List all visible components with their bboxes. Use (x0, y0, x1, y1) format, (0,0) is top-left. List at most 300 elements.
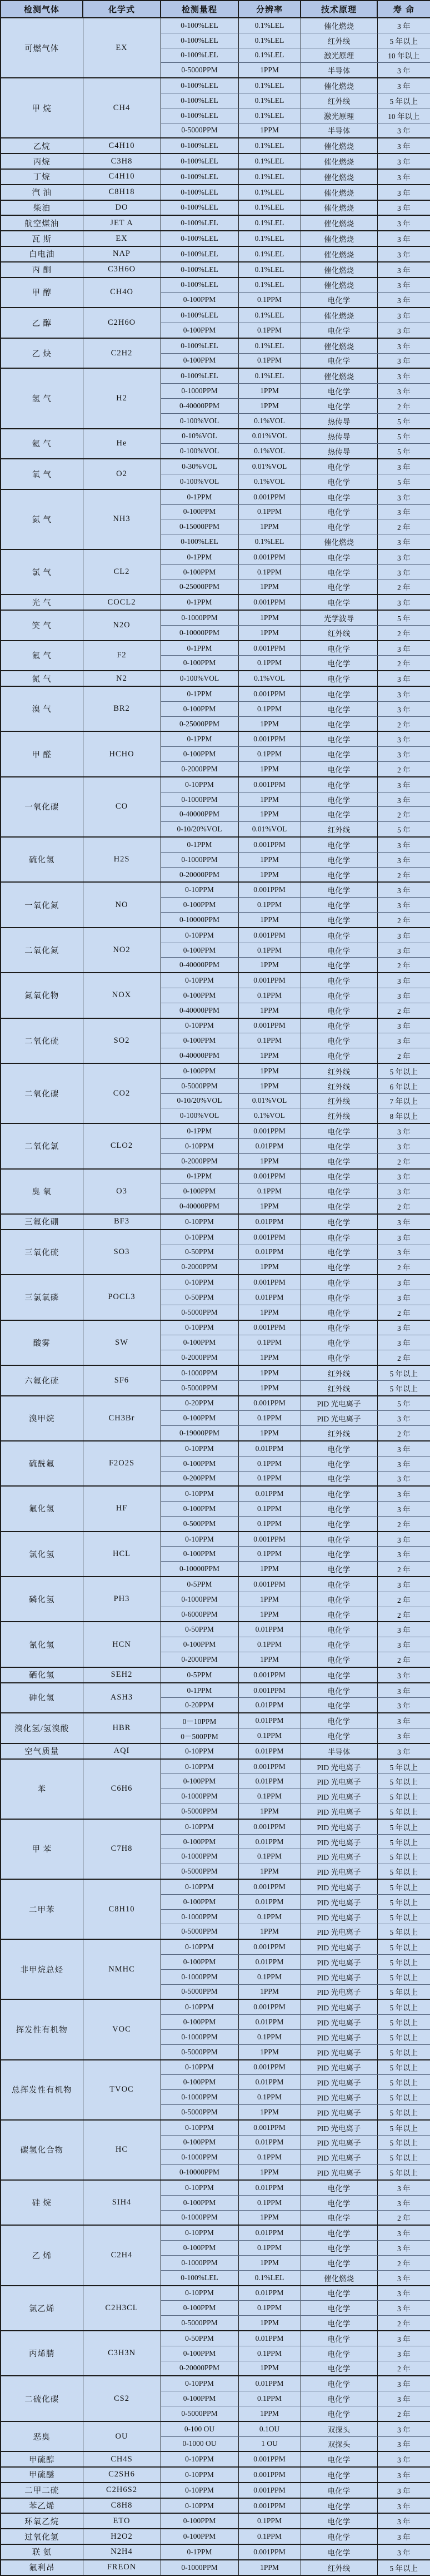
range-cell: 0-10000PPM (161, 913, 238, 928)
lifespan-cell: 3 年 (377, 534, 430, 549)
lifespan-cell: 3 年 (377, 63, 430, 78)
lifespan-cell: 3 年 (377, 943, 430, 958)
resolution-cell: 0.01PPM (238, 2075, 301, 2090)
principle-cell: 催化燃烧 (301, 278, 377, 293)
principle-cell: 催化燃烧 (301, 153, 377, 169)
range-cell: 0-1PPM (161, 595, 238, 610)
lifespan-cell: 3 年 (377, 2195, 430, 2210)
formula-cell: SF6 (83, 1365, 161, 1396)
principle-cell: 电化学 (301, 1123, 377, 1138)
range-cell: 0-40000PPM (161, 807, 238, 822)
resolution-cell: 0.001PPM (238, 1123, 301, 1138)
range-cell: 0-5PPM (161, 1577, 238, 1592)
column-header-3: 分辨率 (238, 1, 301, 18)
gas-name-cell: 一氧化碳 (1, 777, 83, 837)
resolution-cell: 0.1%VOL (238, 671, 301, 686)
range-cell: 0-100%LEL (161, 534, 238, 549)
lifespan-cell: 2 年 (377, 1562, 430, 1577)
range-cell: 0-100%LEL (161, 138, 238, 153)
lifespan-cell: 3 年 (377, 2436, 430, 2451)
resolution-cell: 0.01PPM (238, 1698, 301, 1713)
gas-name-cell: 非甲烷总烃 (1, 1939, 83, 1999)
lifespan-cell: 3 年 (377, 368, 430, 383)
principle-cell: 催化燃烧 (301, 231, 377, 246)
principle-cell: PID 光电离子 (301, 1984, 377, 1999)
table-row (1, 262, 430, 278)
resolution-cell: 0.001PPM (238, 973, 301, 988)
principle-cell: 电化学 (301, 913, 377, 928)
range-cell: 0-10PPM (161, 2120, 238, 2135)
lifespan-cell: 5 年以上 (377, 1819, 430, 1834)
lifespan-cell: 3 年 (377, 1532, 430, 1547)
principle-cell: 电化学 (301, 1320, 377, 1335)
principle-cell: 电化学 (301, 1245, 377, 1260)
lifespan-cell: 2 年 (377, 1048, 430, 1063)
lifespan-cell: 3 年 (377, 837, 430, 852)
resolution-cell: 0.1%LEL (238, 534, 301, 549)
range-cell: 0-10/20%VOL (161, 822, 238, 837)
principle-cell: 电化学 (301, 1562, 377, 1577)
gas-name-cell: 环氧乙烷 (1, 2513, 83, 2529)
lifespan-cell: 3 年 (377, 2270, 430, 2285)
principle-cell: 红外线 (301, 1380, 377, 1395)
lifespan-cell: 3 年 (377, 1184, 430, 1199)
resolution-cell: 0.001PPM (238, 1577, 301, 1592)
gas-name-cell: 丙烷 (1, 153, 83, 169)
lifespan-cell: 5 年以上 (377, 1955, 430, 1970)
range-cell: 0-10000PPM (161, 1562, 238, 1577)
resolution-cell: 0.1PPM (238, 1909, 301, 1924)
principle-cell: 热传导 (301, 413, 377, 428)
lifespan-cell: 3 年 (377, 1728, 430, 1743)
lifespan-cell: 3 年 (377, 353, 430, 368)
resolution-cell: 0.01PPM (238, 2135, 301, 2150)
resolution-cell: 0.01PPM (238, 2225, 301, 2240)
resolution-cell: 0.001PPM (238, 2467, 301, 2483)
principle-cell: 电化学 (301, 1305, 377, 1320)
lifespan-cell: 5 年以上 (377, 1984, 430, 1999)
range-cell: 0-1000PPM (161, 792, 238, 807)
formula-cell: FREON (83, 2560, 161, 2575)
lifespan-cell: 3 年 (377, 1471, 430, 1486)
range-cell: 0-2000PPM (161, 1652, 238, 1667)
gas-name-cell: 砷化氢 (1, 1683, 83, 1713)
range-cell: 0-10PPM (161, 1532, 238, 1547)
lifespan-cell: 3 年 (377, 2376, 430, 2391)
range-cell: 0-100 OU (161, 2421, 238, 2436)
lifespan-cell: 3 年 (377, 898, 430, 913)
lifespan-cell: 5 年以上 (377, 2029, 430, 2044)
principle-cell: 电化学 (301, 2180, 377, 2195)
resolution-cell: 1PPM (238, 384, 301, 399)
principle-cell: 电化学 (301, 867, 377, 882)
resolution-cell: 0.01PPM (238, 2015, 301, 2030)
resolution-cell: 1PPM (238, 1592, 301, 1607)
table-header (1, 1, 430, 18)
gas-name-cell: 恶臭 (1, 2421, 83, 2452)
resolution-cell: 1PPM (238, 610, 301, 625)
lifespan-cell: 3 年 (377, 1698, 430, 1713)
lifespan-cell: 5 年 (377, 1396, 430, 1411)
resolution-cell: 0.1PPM (238, 504, 301, 519)
principle-cell: 电化学 (301, 1138, 377, 1153)
range-cell: 0-5000PPM (161, 1380, 238, 1395)
range-cell: 0-1PPM (161, 489, 238, 504)
gas-name-cell: 笑 气 (1, 610, 83, 641)
table-row (1, 1365, 430, 1380)
resolution-cell: 1PPM (238, 1260, 301, 1275)
gas-name-cell: 甲 烷 (1, 78, 83, 138)
table-row (1, 200, 430, 216)
resolution-cell: 0.001PPM (238, 1683, 301, 1698)
lifespan-cell: 5 年以上 (377, 2135, 430, 2150)
principle-cell: 热传导 (301, 429, 377, 444)
lifespan-cell: 5 年以上 (377, 1365, 430, 1380)
formula-cell: CLO2 (83, 1123, 161, 1168)
gas-name-cell: 联 氨 (1, 2544, 83, 2560)
range-cell: 0-1000 OU (161, 2436, 238, 2451)
resolution-cell: 0.001PPM (238, 1230, 301, 1245)
table-row (1, 2331, 430, 2346)
table-row (1, 138, 430, 153)
range-cell: 0-50PPM (161, 1622, 238, 1637)
gas-name-cell: 氦 气 (1, 429, 83, 459)
range-cell: 0-5000PPM (161, 1984, 238, 1999)
lifespan-cell: 3 年 (377, 185, 430, 200)
range-cell: 0-1000PPM (161, 384, 238, 399)
table-row (1, 973, 430, 988)
lifespan-cell: 10 年以上 (377, 108, 430, 123)
table-row (1, 686, 430, 701)
lifespan-cell: 3 年 (377, 1441, 430, 1456)
lifespan-cell: 7 年以上 (377, 1093, 430, 1108)
lifespan-cell: 3 年 (377, 1411, 430, 1426)
principle-cell: PID 光电离子 (301, 1894, 377, 1909)
lifespan-cell: 2 年 (377, 2316, 430, 2331)
lifespan-cell: 3 年 (377, 792, 430, 807)
principle-cell: 电化学 (301, 353, 377, 368)
principle-cell: PID 光电离子 (301, 1819, 377, 1834)
range-cell: 0-100%LEL (161, 33, 238, 48)
range-cell: 0-100PPM (161, 1063, 238, 1078)
principle-cell: 电化学 (301, 2210, 377, 2225)
principle-cell: 电化学 (301, 1516, 377, 1531)
formula-cell: SIH4 (83, 2180, 161, 2225)
range-cell: 0－10PPM (161, 1713, 238, 1728)
gas-name-cell: 臭 氧 (1, 1169, 83, 1214)
formula-cell: POCL3 (83, 1275, 161, 1320)
resolution-cell: 1PPM (238, 123, 301, 138)
lifespan-cell: 3 年 (377, 138, 430, 153)
lifespan-cell: 5 年以上 (377, 1939, 430, 1954)
principle-cell: 电化学 (301, 807, 377, 822)
formula-cell: TVOC (83, 2060, 161, 2120)
principle-cell: 电化学 (301, 1713, 377, 1728)
range-cell: 0-10PPM (161, 777, 238, 792)
lifespan-cell: 3 年 (377, 215, 430, 231)
formula-cell: SO3 (83, 1230, 161, 1275)
resolution-cell: 0.1PPM (238, 1411, 301, 1426)
gas-name-cell: 甲 苯 (1, 1819, 83, 1879)
formula-cell: C4H10 (83, 169, 161, 185)
principle-cell: PID 光电离子 (301, 2015, 377, 2030)
resolution-cell: 0.001PPM (238, 731, 301, 746)
resolution-cell: 0.1PPM (238, 1516, 301, 1531)
range-cell: 0-19000PPM (161, 1426, 238, 1441)
resolution-cell: 0.01PPM (238, 1743, 301, 1759)
lifespan-cell: 5 年以上 (377, 1789, 430, 1804)
gas-name-cell: 丙烯腈 (1, 2331, 83, 2376)
principle-cell: 电化学 (301, 2255, 377, 2270)
table-row (1, 1743, 430, 1759)
lifespan-cell: 3 年 (377, 731, 430, 746)
resolution-cell: 0.1PPM (238, 943, 301, 958)
range-cell: 0-200PPM (161, 1471, 238, 1486)
resolution-cell: 0.1PPM (238, 353, 301, 368)
resolution-cell: 0.1%LEL (238, 338, 301, 353)
principle-cell: 电化学 (301, 1199, 377, 1214)
principle-cell: 电化学 (301, 293, 377, 308)
lifespan-cell: 3 年 (377, 2391, 430, 2406)
lifespan-cell: 5 年以上 (377, 2075, 430, 2090)
resolution-cell: 0.1PPM (238, 1547, 301, 1562)
range-cell: 0-100%LEL (161, 2270, 238, 2285)
resolution-cell: 0.01PPM (238, 1245, 301, 1260)
table-row (1, 2498, 430, 2514)
range-cell: 0-1000PPM (161, 610, 238, 625)
principle-cell: 电化学 (301, 898, 377, 913)
range-cell: 0-1000PPM (161, 2090, 238, 2105)
table-row (1, 18, 430, 33)
resolution-cell: 1PPM (238, 913, 301, 928)
lifespan-cell: 3 年 (377, 882, 430, 897)
table-row (1, 1214, 430, 1230)
resolution-cell: 0.1PPM (238, 2391, 301, 2406)
table-row (1, 731, 430, 746)
lifespan-cell: 2 年 (377, 1426, 430, 1441)
lifespan-cell: 2 年 (377, 1260, 430, 1275)
range-cell: 0-40000PPM (161, 398, 238, 413)
principle-cell: 电化学 (301, 2376, 377, 2391)
formula-cell: CS2 (83, 2376, 161, 2421)
resolution-cell: 0.1%LEL (238, 78, 301, 93)
gas-name-cell: 二氧化氮 (1, 928, 83, 973)
lifespan-cell: 3 年 (377, 686, 430, 701)
principle-cell: 电化学 (301, 1275, 377, 1290)
principle-cell: 双探头 (301, 2421, 377, 2436)
principle-cell: 半导体 (301, 123, 377, 138)
resolution-cell: 1PPM (238, 1063, 301, 1078)
principle-cell: 电化学 (301, 1169, 377, 1184)
principle-cell: 电化学 (301, 398, 377, 413)
principle-cell: 催化燃烧 (301, 368, 377, 383)
resolution-cell: 0.001PPM (238, 837, 301, 852)
principle-cell: 电化学 (301, 2225, 377, 2240)
table-row (1, 1532, 430, 1547)
principle-cell: PID 光电离子 (301, 2150, 377, 2165)
resolution-cell: 0.1%LEL (238, 153, 301, 169)
range-cell: 0-1000PPM (161, 2150, 238, 2165)
lifespan-cell: 3 年 (377, 308, 430, 323)
range-cell: 0-10PPM (161, 1939, 238, 1954)
principle-cell: 电化学 (301, 1532, 377, 1547)
lifespan-cell: 3 年 (377, 200, 430, 216)
lifespan-cell: 2 年 (377, 519, 430, 534)
gas-name-cell: 总挥发性有机物 (1, 2060, 83, 2120)
table-row (1, 2451, 430, 2467)
resolution-cell: 0.001PPM (238, 928, 301, 943)
formula-cell: F2 (83, 641, 161, 671)
formula-cell: CH4S (83, 2451, 161, 2467)
formula-cell: C2H6O (83, 308, 161, 338)
resolution-cell: 0.001PPM (238, 1759, 301, 1774)
range-cell: 0-1PPM (161, 1683, 238, 1698)
column-header-1: 化学式 (83, 1, 161, 18)
range-cell: 0-1000PPM (161, 2210, 238, 2225)
lifespan-cell: 8 年以上 (377, 1108, 430, 1123)
range-cell: 0-100PPM (161, 898, 238, 913)
gas-name-cell: 空气质量 (1, 1743, 83, 1759)
range-cell: 0-2000PPM (161, 762, 238, 777)
gas-name-cell: 白电油 (1, 246, 83, 262)
table-row (1, 2544, 430, 2560)
table-row (1, 2560, 430, 2575)
formula-cell: CO (83, 777, 161, 837)
principle-cell: 电化学 (301, 2316, 377, 2331)
lifespan-cell: 3 年 (377, 2529, 430, 2544)
resolution-cell: 1PPM (238, 2255, 301, 2270)
gas-name-cell: 磷化氢 (1, 1577, 83, 1622)
formula-cell: O2 (83, 459, 161, 489)
gas-name-cell: 甲硫醚 (1, 2467, 83, 2483)
resolution-cell: 0.1PPM (238, 323, 301, 338)
resolution-cell: 0.1PPM (238, 701, 301, 716)
resolution-cell: 0.001PPM (238, 1999, 301, 2014)
principle-cell: 电化学 (301, 671, 377, 686)
principle-cell: PID 光电离子 (301, 1396, 377, 1411)
lifespan-cell: 3 年 (377, 595, 430, 610)
resolution-cell: 0.001PPM (238, 595, 301, 610)
resolution-cell: 0.1PPM (238, 747, 301, 762)
table-row (1, 1320, 430, 1335)
principle-cell: 电化学 (301, 2513, 377, 2529)
lifespan-cell: 5 年 (377, 822, 430, 837)
resolution-cell: 0.1%LEL (238, 368, 301, 383)
resolution-cell: 1PPM (238, 2104, 301, 2119)
range-cell: 0-10000PPM (161, 625, 238, 640)
principle-cell: 电化学 (301, 852, 377, 867)
lifespan-cell: 3 年 (377, 1245, 430, 1260)
principle-cell: PID 光电离子 (301, 1939, 377, 1954)
resolution-cell: 0.001PPM (238, 2120, 301, 2135)
table-row (1, 308, 430, 323)
lifespan-cell: 2 年 (377, 2406, 430, 2421)
resolution-cell: 1PPM (238, 2406, 301, 2421)
gas-name-cell: 硫化氢 (1, 837, 83, 882)
range-cell: 0-1PPM (161, 2544, 238, 2560)
range-cell: 0-100PPM (161, 701, 238, 716)
lifespan-cell: 3 年 (377, 1123, 430, 1138)
resolution-cell: 0.1%LEL (238, 93, 301, 108)
formula-cell: HC (83, 2120, 161, 2180)
resolution-cell: 1PPM (238, 2210, 301, 2225)
range-cell: 0-20000PPM (161, 2361, 238, 2376)
principle-cell: 电化学 (301, 1290, 377, 1305)
gas-name-cell: 硅 烷 (1, 2180, 83, 2225)
principle-cell: 红外线 (301, 33, 377, 48)
range-cell: 0-1000PPM (161, 1592, 238, 1607)
range-cell: 0-500PPM (161, 1516, 238, 1531)
lifespan-cell: 3 年 (377, 852, 430, 867)
principle-cell: 红外线 (301, 1063, 377, 1078)
principle-cell: PID 光电离子 (301, 2044, 377, 2059)
principle-cell: 红外线 (301, 1365, 377, 1380)
resolution-cell: 0.1PPM (238, 1335, 301, 1350)
table-row (1, 2513, 430, 2529)
lifespan-cell: 2 年 (377, 1592, 430, 1607)
range-cell: 0-1PPM (161, 549, 238, 564)
header-row (1, 1, 430, 18)
formula-cell: C8H18 (83, 185, 161, 200)
formula-cell: NO2 (83, 928, 161, 973)
lifespan-cell: 5 年 (377, 474, 430, 489)
gas-name-cell: 氧 气 (1, 459, 83, 489)
range-cell: 0-2000PPM (161, 1153, 238, 1168)
principle-cell: 电化学 (301, 762, 377, 777)
resolution-cell: 0.001PPM (238, 1320, 301, 1335)
principle-cell: 催化燃烧 (301, 215, 377, 231)
gas-name-cell: 氰化氢 (1, 1622, 83, 1667)
principle-cell: 电化学 (301, 2529, 377, 2544)
range-cell: 0-100PPM (161, 747, 238, 762)
formula-cell: ETO (83, 2513, 161, 2529)
lifespan-cell: 2 年 (377, 913, 430, 928)
range-cell: 0-1000PPM (161, 1789, 238, 1804)
resolution-cell: 1PPM (238, 1078, 301, 1093)
resolution-cell: 0.001PPM (238, 1396, 301, 1411)
gas-name-cell: 光 气 (1, 595, 83, 610)
lifespan-cell: 2 年 (377, 1652, 430, 1667)
lifespan-cell: 3 年 (377, 973, 430, 988)
principle-cell: PID 光电离子 (301, 1924, 377, 1939)
principle-cell: 催化燃烧 (301, 338, 377, 353)
table-row (1, 2060, 430, 2075)
table-row (1, 2180, 430, 2195)
range-cell: 0-10PPM (161, 1230, 238, 1245)
gas-name-cell: 丙 酮 (1, 262, 83, 278)
lifespan-cell: 3 年 (377, 504, 430, 519)
range-cell: 0-10PPM (161, 1214, 238, 1230)
lifespan-cell: 3 年 (377, 549, 430, 564)
range-cell: 0-100%LEL (161, 231, 238, 246)
resolution-cell: 0.1PPM (238, 1502, 301, 1517)
lifespan-cell: 2 年 (377, 398, 430, 413)
range-cell: 0-100PPM (161, 2015, 238, 2030)
gas-name-cell: 氟利昂 (1, 2560, 83, 2575)
range-cell: 0-1000PPM (161, 2560, 238, 2575)
range-cell: 0-10PPM (161, 2451, 238, 2467)
resolution-cell: 1PPM (238, 1305, 301, 1320)
gas-name-cell: 瓦 斯 (1, 231, 83, 246)
range-cell: 0-10PPM (161, 882, 238, 897)
principle-cell: 电化学 (301, 656, 377, 671)
lifespan-cell: 3 年 (377, 1743, 430, 1759)
principle-cell: 激光原理 (301, 108, 377, 123)
lifespan-cell: 3 年 (377, 671, 430, 686)
resolution-cell: 0.01PPM (238, 2376, 301, 2391)
range-cell: 0-100PPM (161, 1335, 238, 1350)
range-cell: 0-100PPM (161, 1411, 238, 1426)
